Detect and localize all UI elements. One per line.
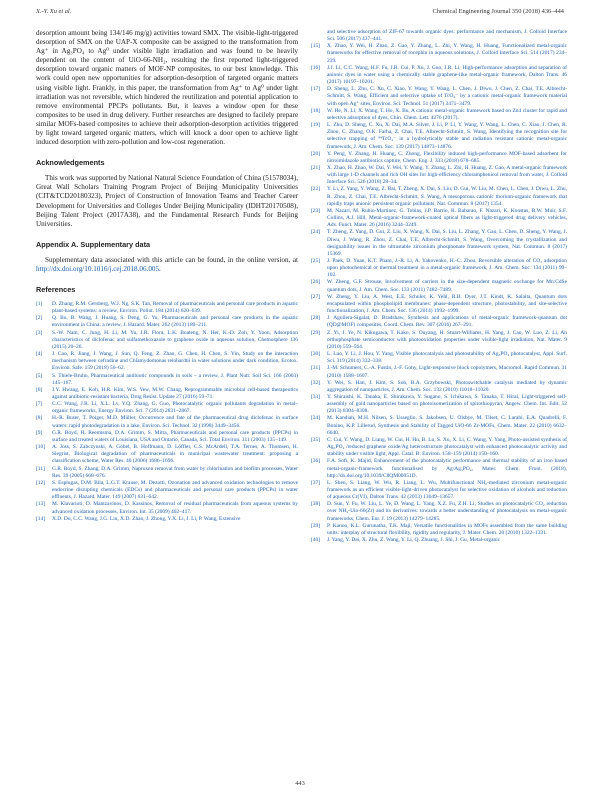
reference-item[interactable] — [311, 351, 567, 365]
reference-number[interactable]: [16] — [311, 64, 321, 71]
reference-item[interactable] — [311, 65, 567, 86]
reference-text[interactable]: D. Sun, Y. Fu, W. Liu, L. Ye, D. Wang, L. Yang, X.Z. Fu, Z.H. Li, Studies on photocatalytic CO₂ reduction over NH₂-Uio-66(Zr) and its derivatives: towards a better understanding of photocatalysis on metal-organic frameworks, Chem. Eur. J. 19 (2013) 14279–14285. — [327, 501, 567, 522]
reference-text[interactable]: C. Cui, Y. Wang, D. Liang, W. Cui, H. Hu, B. Lu, S. Xu, X. Li, C. Wang, Y. Yang, Photo-assisted synthesis of Ag₃PO₄ /reduced graphene oxide/Ag heterostructure photocatalyst with enhanced photocatalytic activity and stability under visible light, Appl. Catal. B: Environ. 158–159 (2014) 150–160. — [327, 436, 567, 458]
reference-text[interactable]: Y. Wei, S. Han, J. Kim, S. Soh, B.A. Grzybowski, Photoswitchable catalysis mediated by dynamic aggregation of nanoparticles, J. Am. Chem. Soc. 132 (2010) 11018–11020. — [327, 379, 567, 393]
reference-item[interactable] — [311, 186, 567, 207]
reference-text[interactable]: S. Esplugas, D.M. Bila, L.G.T. Krause, M. Dezotti, Ozonation and advanced oxidation technologies to remove endocrine disrupting chemicals (EDCs) and pharmaceuticals and personal care products (PPCPs) in water effluents, J. Hazard. Mater. 149 (2007) 631–642. — [52, 479, 298, 501]
reference-number[interactable]: [32] — [311, 379, 321, 386]
reference-text[interactable]: Q. Bu, B. Wang, J. Huang, S. Deng, G. Yu, Pharmaceuticals and personal care products in the aquatic environment in China: a review, J. Hazard. Mater. 262 (2013) 189–211. — [52, 315, 298, 329]
reference-text[interactable]: J. Paek, D. Yuan, K.T. Pham, J.-R. Li, A. Yakovenko, H.-C. Zhou, Reversible alteration of CO₂ adsorption upon photochemical or thermal treatment in a metal-organic framework, J. Am. Chem. Soc. 134 (2011) 99–102. — [327, 258, 567, 279]
reference-item[interactable] — [311, 122, 567, 151]
reference-text[interactable]: D. Zhang, R.M. Gersberg, W.J. Ng, S.K. Tan, Removal of pharmaceuticals and personal care products in aquatic plant-based systems: a review, Environ. Pollut. 184 (2014) 620–639. — [52, 300, 298, 315]
reference-number[interactable]: [6] — [36, 386, 43, 393]
reference-number[interactable]: [1] — [36, 300, 43, 307]
reference-number[interactable]: [17] — [311, 86, 321, 93]
reference-number[interactable]: [14] — [36, 515, 46, 522]
reference-number[interactable]: [35] — [311, 436, 321, 443]
reference-item[interactable] — [311, 208, 567, 229]
header-authors: X.-Y. Xu et al. — [36, 8, 72, 15]
reference-text[interactable]: L. Luo, Y. Li, J. Hou, Y. Yang, Visible photocatalysis and photostability of Ag₃PO₄ photocatalyst, Appl. Surf. Sci. 319 (2014) 332–338. — [327, 351, 567, 365]
reference-number[interactable]: [10] — [36, 444, 46, 451]
reference-number[interactable]: [20] — [311, 150, 321, 157]
reference-number[interactable]: [37] — [311, 479, 321, 486]
reference-text[interactable]: F.A. Sofi, K. Majid, Enhancement of the photocatalytic performance and thermal stability of an iron based metal-organic-framework functionalised by Ag/Ag₃PO₄, Mater. Chem. Front. (2018), http://dx.doi.org/10.1039/C8QM00051D. — [327, 458, 567, 479]
page-number: 443 — [295, 780, 305, 787]
reference-text[interactable]: G.R. Boyd, H. Reemtsma, D.A. Grimm, S. Mitra, Pharmaceuticals and personal care products (PPCPs) in surface and treated waters of Louisiana, USA and Ontario, Canada, Sci. Total Environ. 311 (2003) 135–149. — [52, 429, 298, 443]
reference-item[interactable] — [36, 330, 298, 351]
reference-list-left — [36, 301, 298, 523]
reference-number[interactable]: [5] — [36, 372, 43, 379]
appendix-text-before: Supplementary data associated with this article can be found, in the online version, at — [45, 255, 298, 264]
reference-number[interactable]: [24] — [311, 229, 321, 236]
reference-item[interactable] — [36, 516, 298, 523]
reference-text[interactable]: Y. Peng, Y. Zhang, H. Huang, C. Zhong, Flexibility induced high-performance MOF-based adsorbent for nitroimidazole antibiotics capture, Chem. Eng. J. 333 (2018) 678–685. — [327, 150, 567, 164]
reference-number[interactable]: [34] — [311, 415, 321, 422]
appendix-text-after: . — [159, 264, 161, 273]
acknowledgements-heading: Acknowledgements — [36, 158, 105, 168]
reference-number[interactable]: [39] — [311, 522, 321, 529]
reference-number[interactable]: [18] — [311, 107, 321, 114]
reference-number[interactable]: [11] — [36, 465, 45, 472]
reference-number[interactable]: [3] — [36, 329, 43, 336]
reference-item[interactable] — [311, 315, 567, 329]
reference-text[interactable]: X.D. Du, C.C. Wang, J.G. Liu, X.D. Zhao, J. Zhong, Y.X. Li, J. Li, P. Wang, Extensive — [52, 515, 241, 522]
reference-number[interactable]: [30] — [311, 351, 321, 358]
reference-item[interactable] — [36, 373, 298, 387]
reference-text[interactable]: W. Zheng, G.F. Strouse, Involvement of carriers in the size-dependent magnetic exchange for Mn:CdSe quantum dots, J. Am. Chem. Soc. 133 (2011) 7482–7489. — [327, 279, 567, 293]
reference-text[interactable]: J.Y. Hwang, E. Koh, H.R. Kim, W.S. Yew, M.W. Chang, Reprogrammable microbial cell-based therapeutics against antibiotic-resistant bacteria, Drug Resist. Update 27 (2016) 59–71. — [52, 386, 298, 400]
reference-item[interactable] — [311, 380, 567, 394]
reference-item[interactable] — [311, 537, 567, 544]
reference-item[interactable] — [311, 108, 567, 122]
reference-text[interactable]: X. Zhao, Y. Wei, H. Zhao, Z. Gao, Y. Zhang, L. Zhi, Y. Wang, H. Huang, Functionalized metal-organic frameworks for effective removal of rocephin in aqueous solutions, J. Colloid Interface Sci. 514 (2017) 234–239. — [327, 43, 567, 64]
reference-number[interactable]: [27] — [311, 293, 321, 300]
right-column — [311, 29, 567, 544]
reference-number[interactable]: [25] — [311, 258, 321, 264]
reference-text[interactable]: G.R. Boyd, S. Zhang, D.A. Grimm, Naproxen removal from water by chlorination and biofilm processes, Water Res. 39 (2005) 668–676. — [52, 465, 298, 479]
reference-number[interactable]: [38] — [311, 501, 321, 508]
reference-item[interactable] — [36, 444, 298, 465]
reference-text[interactable]: C.C. Wang, J.R. Li, X.L. Lv, Y.Q. Zhang, G. Guo, Photocatalytic organic pollutants degradation in metal–organic frameworks, Energy Environ. Sci. 7 (2014) 2831–2867. — [52, 401, 298, 415]
reference-number[interactable]: [29] — [311, 329, 321, 336]
reference-text[interactable]: J.J. Li, C.C. Wang, H.F. Fu, J.R. Cui, P. Xu, J. Guo, J.R. Li, High-performance adsorption and separation of anionic dyes in water using a chemically stable graphene-like metal-organic framework, Dalton Trans. 46 (2017) 10197–10201. — [327, 64, 567, 86]
reference-number[interactable]: [12] — [36, 479, 46, 486]
reference-number[interactable]: [15] — [311, 43, 321, 50]
reference-text[interactable]: T. Zheng, Z. Yang, D. Gui, Z. Liu, X. Wang, X. Dai, S. Liu, L. Zhang, Y. Gao, L. Chen, D. Sheng, Y. Wang, J. Diwu, J. Wang, R. Zhou, Z. Chai, T.E. Albrecht-Schmitt, S. Wang, Overcoming the crystallization and designability issues in the ultrastable zirconium phosphonate framework system, Nat. Commun. 8 (2017) 15369. — [327, 229, 567, 257]
reference-item[interactable] — [311, 523, 567, 537]
reference-number[interactable]: [19] — [311, 122, 321, 129]
appendix-heading: Appendix A. Supplementary data — [36, 239, 151, 249]
reference-number[interactable]: [21] — [311, 164, 321, 171]
reference-number[interactable]: [8] — [36, 415, 43, 422]
reference-text[interactable]: S.-W. Nam, C. Jung, H. Li, M. Yu, J.R. Flora, L.K. Boateng, N. Her, K.-D. Zoh, Y. Yoon, Adsorption characteristics of diclofenac and sulfamethoxazole to graphene oxide in aqueous solution, Chemosphere 136 (2015) 20–26. — [52, 329, 298, 350]
reference-number[interactable]: [22] — [311, 186, 321, 193]
reference-item[interactable] — [36, 401, 298, 415]
reference-text[interactable]: H.-R. Buser, T. Poiger, M.D. Müller, Occurrence and fate of the pharmaceutical drug diclofenac in surface waters: rapid photodegradation in a lake, Environ. Sci. Technol. 32 (1998) 3449–3456. — [52, 415, 298, 429]
reference-item[interactable] — [311, 86, 567, 107]
references-heading: References — [36, 284, 76, 294]
reference-number[interactable]: [36] — [311, 458, 321, 465]
reference-text[interactable]: J. Aguilera-Sigalat, D. Bradshaw, Synthesis and applications of metal-organic framework-quantum dot (QD@MOF) composites, Coord. Chem. Rev. 307 (2016) 267–291. — [327, 315, 567, 329]
reference-item[interactable] — [311, 437, 567, 458]
reference-number[interactable]: [7] — [36, 401, 43, 408]
reference-item[interactable] — [311, 165, 567, 186]
reference-text[interactable]: D. Sheng, L. Zhu, C. Xu, C. Xiao, Y. Wang, Y. Wang, L. Chen, J. Diwu, J. Chen, Z. Chai, T.E. Albrecht-Schmitt, S. Wang, Efficient and selective uptake of TcO₄⁻ by a cationic metal-organic framework material with open Ag⁺ sites, Environ. Sci. Technol. 51 (2017) 3471–3479. — [327, 86, 567, 107]
reference-text[interactable]: J. Cao, R. Jiang, J. Wang, J. Sun, Q. Feng, Z. Zhao, G. Chen, H. Chen, S. Yin, Study on the interaction mechanism between cefradine and Chlamydomonas reinhardtii in water solutions under dark condition, Ecotox. Environ. Safe. 159 (2018) 56–62. — [52, 351, 298, 372]
reference-number[interactable]: [40] — [311, 537, 321, 544]
reference-item[interactable] — [311, 501, 567, 522]
reference-item[interactable] — [36, 430, 298, 444]
reference-item[interactable] — [311, 229, 567, 258]
reference-item[interactable] — [311, 480, 567, 501]
header-journal: Chemical Engineering Journal 350 (2018) 436–444 — [432, 8, 564, 15]
reference-number[interactable]: [4] — [36, 351, 43, 358]
reference-text[interactable]: X. Zhao, H. Zhao, W. Dai, Y. Wei, Y. Wang, Y. Zhang, L. Zhi, H. Huang, Z. Gao, A metal-organic framework with large 1-D channels and rich OH sites for high-efficiency chloramphenicol removal from water, J. Colloid Interface Sci. 526 (2018) 28–34. — [327, 164, 567, 186]
reference-item[interactable] — [311, 294, 567, 315]
reference-number[interactable]: [2] — [36, 315, 43, 322]
reference-item[interactable] — [311, 415, 567, 436]
reference-text[interactable]: S. Thiele-Bruhn, Pharmaceutical antibiotic compounds in soils – a review, J. Plant Nutr. Soil Sci. 166 (2003) 145–167. — [52, 372, 298, 386]
reference-item[interactable] — [36, 301, 298, 315]
reference-number[interactable]: [9] — [36, 429, 43, 436]
reference-number[interactable]: [31] — [311, 365, 321, 372]
left-column — [36, 29, 298, 523]
reference-item[interactable] — [36, 351, 298, 372]
reference-text[interactable]: M. Nazari, M. Rubio-Martinez, G. Tobias, J.P. Barrio, R. Babarao, F. Nazari, K. Konstas, B.W. Muir, S.F. Collins, A.J. Hill, Metal-organic-framework-coated optical fibers as light-triggered drug delivery vehicles, Adv. Funct. Mater. 26 (2016) 3244–3249. — [327, 207, 567, 229]
reference-item[interactable] — [311, 330, 567, 351]
reference-item[interactable] — [311, 258, 567, 279]
reference-text[interactable]: A. Joss, S. Zabczynski, A. Göbel, B. Hoffmann, D. Löffler, C.S. McArdell, T.A. Ternes, A. Thomsen, H. Siegrist, Biological degradation of pharmaceuticals in municipal wastewater treatment: proposing a classification scheme, Water Res. 40 (2006) 1686–1696. — [52, 444, 298, 465]
reference-text[interactable]: L. Shen, S. Liang, W. Wu, R. Liang, L. Wu, Multifunctional NH₂-mediated zirconium metal-organic framework as an efficient visible-light-driven photocatalyst for selective oxidation of alcohols and reduction of aqueous Cr(VI), Dalton Trans. 42 (2013) 13649–13657. — [327, 479, 567, 501]
supplementary-data-link[interactable]: http://dx.doi.org/10.1016/j.cej.2018.06.005 — [36, 264, 160, 273]
reference-text[interactable]: Y. Li, Z. Yang, Y. Wang, Z. Bai, T. Zheng, X. Dai, S. Liu, D. Gui, W. Liu, M. Chen, L. Chen, J. Diwu, L. Zhu, R. Zhou, Z. Chai, T.E. Albrecht-Schmitt, S. Wang, A mesoporous cationic thorium-organic framework that rapidly traps anionic persistent organic pollutants, Nat. Commun. 8 (2017) 1354. — [327, 186, 567, 207]
reference-number[interactable]: [13] — [36, 501, 46, 508]
reference-text[interactable]: Y. Shiraishi, K. Tanaka, E. Shirakawa, Y. Sugano, S. Ichikawa, S. Tanaka, T. Hirai, Light-triggered self-assembly of gold nanoparticles based on photoisomerization of spirothiopyran, Angew. Chem. Int. Edit. 52 (2013) 8304–8308. — [327, 393, 567, 415]
reference-item[interactable] — [36, 387, 298, 401]
reference-item[interactable] — [311, 458, 567, 479]
reference-text[interactable]: W. Zheng, Y. Liu, A. West, E.E. Schuler, K. Yehl, R.B. Dyer, J.T. Kindt, K. Salaita, Quantum dots encapsulated within phospholipid membranes: phase-dependent structure, photostability, and site-selective functionalization, J. Am. Chem. Soc. 136 (2014) 1992–1999. — [327, 293, 567, 315]
reference-item[interactable] — [36, 480, 298, 501]
reference-item[interactable] — [311, 43, 567, 64]
reference-number[interactable]: [26] — [311, 279, 321, 286]
reference-text[interactable]: W. He, N. Li, X. Wang, T. Ho, X. Bu, A cationic metal-organic framework based on Zn4 cluster for rapid and selective adsorption of dyes, Chin. Chem. Lett. 4276 (2017). — [327, 107, 567, 121]
running-header — [36, 8, 564, 22]
reference-item[interactable] — [311, 365, 567, 379]
reference-number[interactable]: [23] — [311, 207, 321, 214]
reference-text[interactable]: M. Klavarioti, D. Mantzavinos, D. Kassinos, Removal of residual pharmaceuticals from aqueous systems by advanced oxidation processes, Environ. Int. 35 (2009) 402–417. — [52, 501, 298, 515]
conclusion-paragraph: desorption amount being 134/146 mg/g) activities toward SMX. The visible-light-triggered desorption of SMX on the UAP-X composite can be assigned to the transformation from Ag⁺ in Ag₃PO₄ to Ag⁰ under visible light irradiation and was found to be heavily dependent on the content of UiO-66-NH₂, resulting the first reported light-triggered desorption toward organic matters of MOF-NP composites, to our best knowledge. This work could open new opportunities for adsorption-desorption of targeted organic matters using visible light. Frankly, in this paper, the transformation from Ag⁺ to Ag⁰ under light irradiation was not reversible, which hindered the reutilization and potential application to remove environmental PPCPs pollutants. But, it leaves a window open for these composites to be used in drug delivery. Further researches are designed to facilely prepare similar MOFs-based composites to achieve their adsorption-desorption activities triggered by light toward targeted organic matters, which will knock a door open to achieve light induced desorption with zero-pollution and low-cost regeneration. — [36, 29, 298, 147]
reference-text[interactable]: M. Kandiah, M.H. Nilsen, S. Usseglio, S. Jakobsen, U. Olsbye, M. Tilset, C. Larabi, E.A. Quadrelli, F. Bonino, K.P. Lillerud, Synthesis and Stability of Tagged UiO-66 Zr-MOFs, Chem. Mater. 22 (2010) 6632–6640. — [327, 415, 567, 436]
reference-item[interactable] — [311, 279, 567, 293]
reference-text[interactable]: and selective adsorption of ZIF-67 towards organic dyes: performance and mechanism, J. Colloid Interface Sci. 506 (2017) 437–441. — [327, 29, 567, 43]
reference-text[interactable]: J.-M. Schumers, C.-A. Fustin, J.-F. Gohy, Light-responsive block copolymers, Macromol. Rapid Commun. 31 (2010) 1588–1607. — [327, 365, 567, 379]
reference-item[interactable] — [36, 315, 298, 329]
reference-text[interactable]: J. Yang, Y. Dai, X. Zhu, Z. Wang, Y. Li, Q. Zhuang, J. Shi, J. Gu, Metal-organic — [327, 537, 501, 544]
reference-text[interactable]: P. Kanoo, K.L. Gurunatha, T.K. Maji, Versatile functionalities in MOFs assembled from the same building units: interplay of structural flexibility, rigidity and regularity, J. Mater. Chem. 20 (2010) 1322–1331. — [327, 522, 567, 536]
reference-number[interactable]: [33] — [311, 393, 321, 400]
appendix-text — [36, 256, 298, 274]
reference-item[interactable] — [311, 151, 567, 165]
reference-text[interactable]: L. Zhu, D. Sheng, C. Xu, X. Dai, M.A. Silver, J. Li, P. Li, Y. Wang, Y. Wang, L. Chen, C. Xiao, J. Chen, R. Zhou, C. Zhang, O.K. Farha, Z. Chai, T.E. Albrecht-Schmitt, S. Wang, Identifying the recognition site for selective trapping of ⁹⁹TcO₄⁻ in a hydrolytically stable and radiation resistant cationic metal-organic framework, J. Am. Chem. Soc. 139 (2017) 14873–14876. — [327, 122, 567, 150]
reference-item[interactable] — [36, 501, 298, 515]
acknowledgements-text: This work was supported by National Natural Science Foundation of China (51578034), Great Wall Scholars Training Program Project of Beijing Municipality Universities (CIT&TCD20180323), Project of Construction of Innovation Teams and Teacher Career Development for Universities and Colleges Under Beijing Municipality (IDHT20170508), Beijing Talent Project (2017A38), and the Fundamental Research Funds for Beijing Universities. — [36, 174, 298, 228]
reference-item[interactable] — [311, 394, 567, 415]
reference-text[interactable]: Z. Yi, J. Ye, N. Kikugawa, T. Kako, S. Ouyang, H. Stuart-Williams, H. Yang, J. Cao, W. Luo, Z. Li, An orthophosphate semiconductor with photooxidation properties under visible-light irradiation, Nat. Mater. 9 (2010) 559–564. — [327, 329, 567, 350]
reference-list-right — [311, 29, 567, 544]
reference-item[interactable] — [311, 29, 567, 43]
reference-item[interactable] — [36, 466, 298, 480]
reference-item[interactable] — [36, 415, 298, 429]
reference-number[interactable]: [28] — [311, 315, 321, 322]
